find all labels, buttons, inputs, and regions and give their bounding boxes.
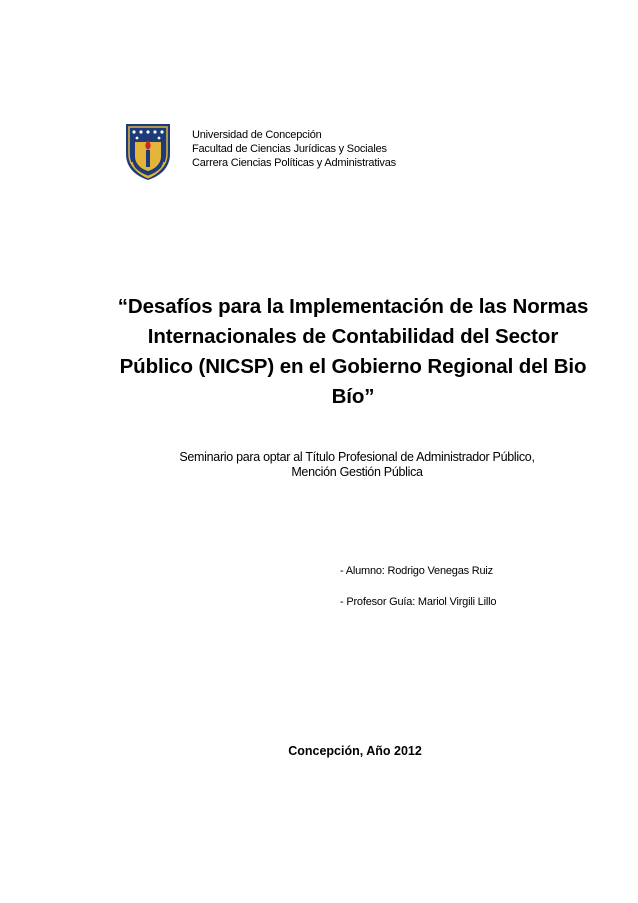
faculty-name: Facultad de Ciencias Jurídicas y Sociales: [192, 143, 387, 155]
university-name: Universidad de Concepción: [192, 129, 322, 141]
document-subtitle: [150, 450, 564, 480]
subtitle-line-1: Seminario para optar al Título Profesional de Administrador Público,: [179, 450, 535, 464]
institution-header: [192, 128, 396, 170]
student-line: - Alumno: Rodrigo Venegas Ruiz: [340, 565, 493, 577]
place-and-year: Concepción, Año 2012: [288, 744, 422, 758]
title-line-4: Bío”: [331, 385, 375, 408]
university-crest-icon: [124, 122, 172, 182]
advisor-line: - Profesor Guía: Mariol Virgili Lillo: [340, 596, 497, 608]
subtitle-line-2: Mención Gestión Pública: [291, 465, 423, 479]
authors-block: [340, 564, 496, 626]
document-title: [108, 292, 598, 412]
title-line-2: Internacionales de Contabilidad del Sector: [147, 325, 559, 348]
title-line-1: “Desafíos para la Implementación de las Normas: [117, 295, 589, 318]
career-name: Carrera Ciencias Políticas y Administrativas: [192, 157, 396, 169]
title-line-3: Público (NICSP) en el Gobierno Regional del Bio: [119, 355, 587, 378]
